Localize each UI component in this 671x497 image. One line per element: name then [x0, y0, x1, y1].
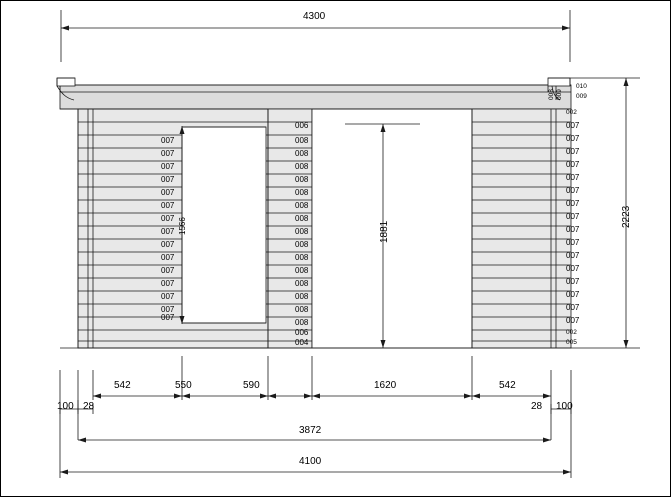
dim-right-2223: 2223: [621, 205, 632, 228]
corner-note-009: 009: [556, 89, 563, 100]
log-label-right: 007: [566, 186, 580, 195]
log-label-center: 006: [295, 121, 309, 130]
log-label-center: 008: [295, 188, 309, 197]
log-label-left: 007: [161, 162, 175, 171]
dim-bottom-590: 590: [243, 380, 260, 391]
log-label-left: 007: [161, 313, 175, 322]
log-label-right: 007: [566, 316, 580, 325]
log-label-right: 007: [566, 121, 580, 130]
log-label-left: 007: [161, 305, 175, 314]
log-label-left: 007: [161, 279, 175, 288]
dim-overall-inner-3872: 3872: [299, 425, 322, 436]
log-label-center: 008: [295, 292, 309, 301]
log-label-right-bottom: 002: [566, 329, 577, 336]
dim-edge-28-left: 28: [83, 401, 95, 412]
dim-bottom-550: 550: [175, 380, 192, 391]
log-label-left: 007: [161, 149, 175, 158]
log-label-right-bottom: 005: [566, 339, 577, 346]
dim-edge-28-right: 28: [531, 401, 543, 412]
log-label-center: 008: [295, 227, 309, 236]
log-label-center: 008: [295, 201, 309, 210]
dim-edge-100-left: 100: [57, 401, 74, 412]
dim-overall-outer-4100: 4100: [299, 456, 322, 467]
log-label-center: 008: [295, 149, 309, 158]
dim-bottom-542-left: 542: [114, 380, 131, 391]
log-label-left: 007: [161, 201, 175, 210]
log-label-center: 008: [295, 214, 309, 223]
log-label-left: 007: [161, 136, 175, 145]
log-label-right-top: 009: [576, 93, 587, 100]
log-label-left: 007: [161, 240, 175, 249]
log-label-center: 008: [295, 305, 309, 314]
log-label-center: 008: [295, 318, 309, 327]
log-label-left: 007: [161, 292, 175, 301]
dim-left-inner-1566: 1566: [178, 217, 187, 235]
dim-top-4300: 4300: [303, 11, 326, 22]
log-label-right: 007: [566, 264, 580, 273]
log-label-center: 008: [295, 162, 309, 171]
log-label-right: 007: [566, 225, 580, 234]
log-label-center: 008: [295, 253, 309, 262]
dim-door-height-1881: 1881: [379, 220, 390, 243]
log-label-right: 007: [566, 277, 580, 286]
log-label-center: 006: [295, 328, 309, 337]
log-label-center: 008: [295, 266, 309, 275]
log-label-center: 008: [295, 279, 309, 288]
log-label-right: 007: [566, 147, 580, 156]
log-label-center: 004: [295, 338, 309, 347]
log-label-left: 007: [161, 227, 175, 236]
log-label-left: 007: [161, 175, 175, 184]
log-label-right-top: 002: [566, 109, 577, 116]
log-label-right-top: 010: [576, 83, 587, 90]
log-label-right: 007: [566, 160, 580, 169]
dim-bottom-542-right: 542: [499, 380, 516, 391]
log-label-right: 007: [566, 290, 580, 299]
log-label-right: 007: [566, 173, 580, 182]
dim-edge-100-right: 100: [556, 401, 573, 412]
log-label-center: 008: [295, 175, 309, 184]
log-label-right: 007: [566, 199, 580, 208]
log-label-right: 007: [566, 303, 580, 312]
dim-bottom-1620: 1620: [374, 380, 397, 391]
log-label-left: 007: [161, 214, 175, 223]
corner-note-008: 008: [548, 89, 555, 100]
log-label-left: 007: [161, 188, 175, 197]
log-label-right: 007: [566, 251, 580, 260]
log-label-right: 007: [566, 212, 580, 221]
log-label-right: 007: [566, 134, 580, 143]
log-label-right: 007: [566, 238, 580, 247]
log-label-left: 007: [161, 253, 175, 262]
log-label-center: 008: [295, 240, 309, 249]
log-label-center: 008: [295, 136, 309, 145]
log-label-left: 007: [161, 266, 175, 275]
